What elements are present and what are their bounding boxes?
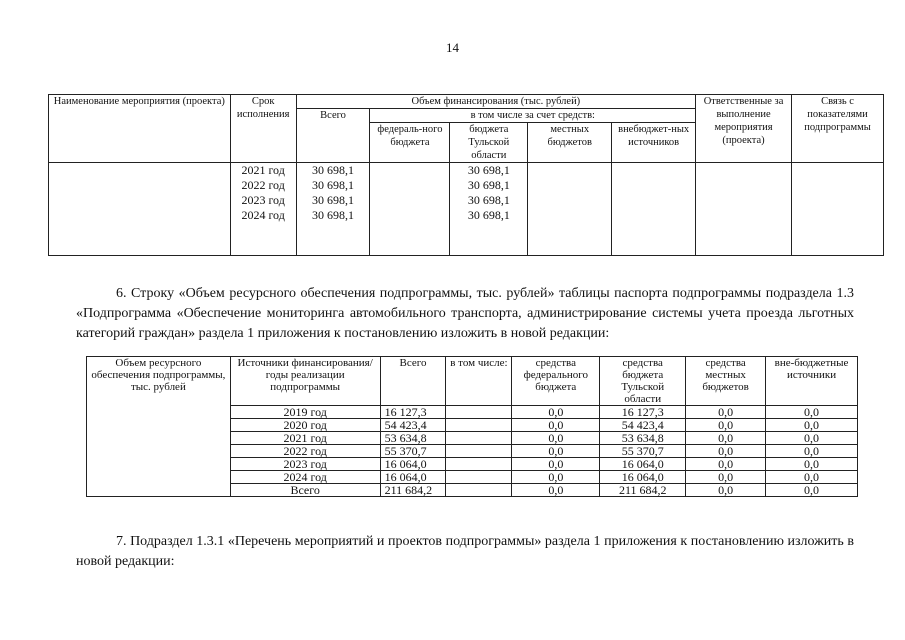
row-federal: 0,0	[512, 471, 600, 484]
header-link: Связь с показателями подпрограммы	[792, 95, 884, 163]
row-extra: 0,0	[766, 471, 858, 484]
row-regional: 16 064,0	[600, 471, 686, 484]
paragraph-7: 7. Подраздел 1.3.1 «Перечень мероприятий и проектов подпрограммы» раздела 1 приложения к постановлению изложить в новой редакции:	[76, 534, 854, 569]
header-local: средства местных бюджетов	[686, 357, 766, 406]
extra-cell	[612, 163, 696, 256]
row-local: 0,0	[686, 484, 766, 497]
resource-label: Объем ресурсного обеспечения подпрограммы, тыс. рублей	[87, 357, 231, 497]
header-incl: в том числе:	[446, 357, 512, 406]
row-incl	[446, 432, 512, 445]
row-total: 211 684,2	[380, 484, 446, 497]
row-extra: 0,0	[766, 406, 858, 419]
header-local: местных бюджетов	[528, 123, 612, 163]
empty-cell	[49, 163, 231, 256]
resource-table	[86, 356, 858, 497]
regional-value: 30 698,1	[467, 193, 510, 207]
totals-cell	[296, 163, 370, 256]
header-volume: Объем финансирования (тыс. рублей)	[296, 95, 695, 109]
row-incl	[446, 484, 512, 497]
row-extra: 0,0	[766, 484, 858, 497]
total-value: 30 698,1	[312, 208, 355, 222]
row-local: 0,0	[686, 471, 766, 484]
header-sources: Источники финансирования/ годы реализации подпрограммы	[230, 357, 380, 406]
row-incl	[446, 471, 512, 484]
row-total: 55 370,7	[380, 445, 446, 458]
row-federal: 0,0	[512, 484, 600, 497]
row-local: 0,0	[686, 445, 766, 458]
responsible-cell	[696, 163, 792, 256]
header-federal: средства федерального бюджета	[512, 357, 600, 406]
row-local: 0,0	[686, 406, 766, 419]
row-regional: 16 064,0	[600, 458, 686, 471]
row-year: Всего	[230, 484, 380, 497]
row-year: 2019 год	[230, 406, 380, 419]
row-total: 54 423,4	[380, 419, 446, 432]
row-federal: 0,0	[512, 458, 600, 471]
total-value: 30 698,1	[312, 193, 355, 207]
header-name: Наименование мероприятия (проекта)	[49, 95, 231, 163]
row-federal: 0,0	[512, 406, 600, 419]
link-cell	[792, 163, 884, 256]
row-extra: 0,0	[766, 432, 858, 445]
federal-cell	[370, 163, 450, 256]
header-regional: средства бюджета Тульской области	[600, 357, 686, 406]
row-federal: 0,0	[512, 419, 600, 432]
row-year: 2020 год	[230, 419, 380, 432]
row-regional: 54 423,4	[600, 419, 686, 432]
header-total: Всего	[380, 357, 446, 406]
row-extra: 0,0	[766, 445, 858, 458]
row-incl	[446, 458, 512, 471]
year-value: 2021 год	[241, 163, 285, 177]
row-local: 0,0	[686, 419, 766, 432]
row-regional: 53 634,8	[600, 432, 686, 445]
paragraph-6: 6. Строку «Объем ресурсного обеспечения подпрограммы, тыс. рублей» таблицы паспорта подпрограммы подраздела 1.3 «Подпрограмма «Обеспечение мониторинга автомобильного транспорта, администрирование системы учета проезда льготных категорий граждан» раздела 1 приложения к постановлению изложить в новой редакции:	[76, 286, 854, 341]
total-value: 30 698,1	[312, 178, 355, 192]
row-incl	[446, 445, 512, 458]
row-local: 0,0	[686, 458, 766, 471]
header-term: Срок исполнения	[230, 95, 296, 163]
header-total: Всего	[296, 109, 370, 163]
row-total: 16 064,0	[380, 458, 446, 471]
row-year: 2023 год	[230, 458, 380, 471]
row-incl	[446, 406, 512, 419]
financing-table	[48, 94, 884, 256]
year-value: 2022 год	[241, 178, 285, 192]
table-row	[49, 163, 884, 256]
regional-value: 30 698,1	[467, 163, 510, 177]
row-total: 16 127,3	[380, 406, 446, 419]
row-extra: 0,0	[766, 458, 858, 471]
row-regional: 55 370,7	[600, 445, 686, 458]
row-year: 2021 год	[230, 432, 380, 445]
row-federal: 0,0	[512, 445, 600, 458]
header-extra: внебюджет-ных источников	[612, 123, 696, 163]
page-number: 14	[446, 40, 459, 55]
year-value: 2024 год	[241, 208, 285, 222]
local-cell	[528, 163, 612, 256]
row-extra: 0,0	[766, 419, 858, 432]
regional-value: 30 698,1	[467, 178, 510, 192]
header-incl: в том числе за счет средств:	[370, 109, 696, 123]
year-value: 2023 год	[241, 193, 285, 207]
row-regional: 16 127,3	[600, 406, 686, 419]
row-federal: 0,0	[512, 432, 600, 445]
row-total: 16 064,0	[380, 471, 446, 484]
years-cell	[230, 163, 296, 256]
regional-cell	[450, 163, 528, 256]
row-total: 53 634,8	[380, 432, 446, 445]
row-local: 0,0	[686, 432, 766, 445]
header-extra: вне-бюджетные источники	[766, 357, 858, 406]
regional-value: 30 698,1	[467, 208, 510, 222]
row-year: 2022 год	[230, 445, 380, 458]
row-incl	[446, 419, 512, 432]
header-responsible: Ответственные за выполнение мероприятия (проекта)	[696, 95, 792, 163]
header-federal: федераль-ного бюджета	[370, 123, 450, 163]
header-regional: бюджета Тульской области	[450, 123, 528, 163]
total-value: 30 698,1	[312, 163, 355, 177]
row-regional: 211 684,2	[600, 484, 686, 497]
row-year: 2024 год	[230, 471, 380, 484]
